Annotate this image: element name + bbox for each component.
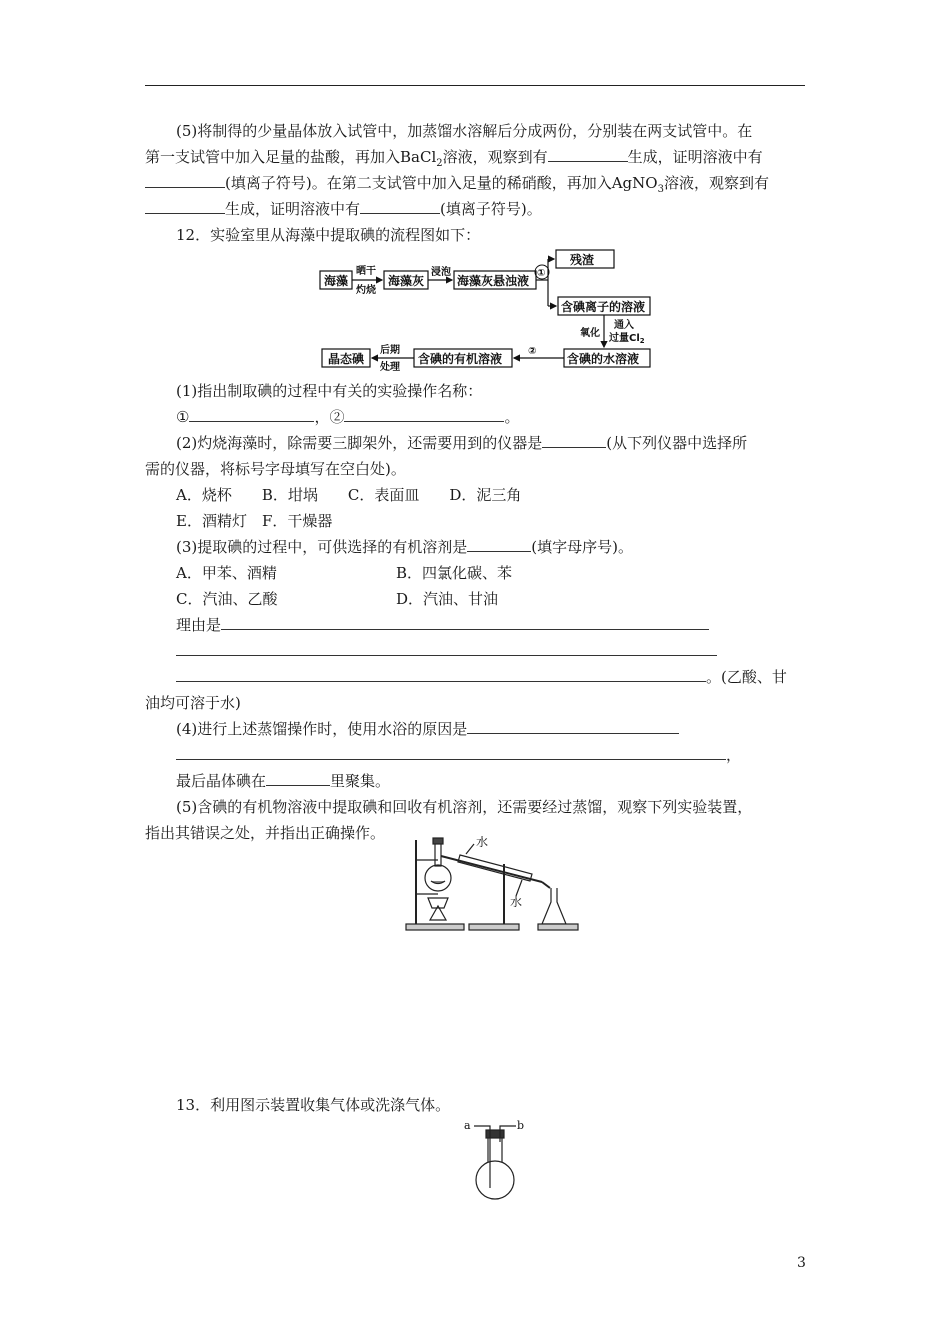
q13-title: 13．利用图示装置收集气体或洗涤气体。: [176, 1096, 451, 1114]
answer-blank[interactable]: [266, 770, 330, 786]
svg-text:含碘离子的溶液: 含碘离子的溶液: [561, 300, 646, 314]
distillation-apparatus: [404, 836, 584, 932]
q5-line4: 生成，证明溶液中有 (填离子符号)。: [145, 198, 542, 220]
answer-blank[interactable]: [189, 406, 314, 422]
svg-text:含碘的水溶液: 含碘的水溶液: [567, 352, 640, 366]
answer-blank[interactable]: [542, 432, 606, 448]
svg-text:含碘的有机溶液: 含碘的有机溶液: [418, 352, 503, 366]
flask-neck: [435, 842, 441, 866]
answer-blank[interactable]: [176, 640, 717, 656]
q12-s5-line2: 指出其错误之处，并指出正确操作。: [145, 824, 386, 842]
svg-text:水: 水: [476, 836, 489, 849]
stand-base: [406, 924, 464, 930]
round-flask: [425, 865, 451, 891]
q12-s5-line1: (5)含碘的有机物溶液中提取碘和回收有机溶剂，还需要经过蒸馏，观察下列实验装置，: [176, 798, 753, 816]
answer-blank[interactable]: [548, 146, 628, 162]
header-rule: [145, 85, 805, 86]
svg-text:过量Cl2: 过量$Cl_2$: [609, 333, 645, 345]
page-number: 3: [797, 1255, 806, 1271]
q5-line2: 第一支试管中加入足量的盐酸，再加入BaCl$_2$溶液，观察到有 生成，证明溶液中有: [145, 148, 763, 169]
svg-text:残渣: 残渣: [570, 253, 595, 267]
svg-text:后期: 后期: [380, 345, 400, 356]
answer-blank[interactable]: [360, 198, 440, 214]
answer-blank[interactable]: [344, 406, 504, 422]
q12-s2-line1: (2)灼烧海藻时，除需要三脚架外，还需要用到的仪器是 (从下列仪器中选择所: [176, 434, 748, 452]
q5-line3: (填离子符号)。在第二支试管中加入足量的稀硝酸，再加入AgNO$_3$溶液，观察到有: [145, 172, 769, 194]
q12-s4-line2: ，: [176, 744, 741, 766]
q12-s3-reason: 理由是: [176, 614, 709, 636]
svg-text:处理: 处理: [380, 362, 400, 373]
condenser-tube: [441, 856, 542, 882]
svg-text:水: 水: [510, 895, 523, 909]
q12-s3-tail: 油均可溶于水): [145, 694, 241, 712]
svg-text:②: ②: [528, 346, 537, 357]
svg-text:海藻: 海藻: [324, 274, 349, 288]
q12-s3-option-d: D．汽油、甘油: [396, 590, 499, 608]
water-outlet: [516, 880, 522, 896]
answer-blank[interactable]: [467, 718, 679, 734]
svg-text:灼烧: 灼烧: [356, 285, 376, 296]
svg-text:海藻灰悬浊液: 海藻灰悬浊液: [457, 274, 530, 288]
bottle-stopper: [486, 1130, 504, 1138]
flask-body: [476, 1161, 514, 1199]
q12-s3-option-b: B．四氯化碳、苯: [396, 564, 513, 582]
water-inlet: [466, 844, 474, 854]
q12-s3-reason-line2: [176, 640, 717, 662]
gas-collection-bottle: [460, 1118, 528, 1202]
q12-s3-reason-line3: 。(乙酸、甘: [176, 666, 787, 688]
svg-text:a: a: [464, 1119, 471, 1132]
svg-text:通入: 通入: [614, 320, 634, 331]
q12-s3-option-c: C．汽油、乙酸: [176, 590, 278, 608]
conical-flask: [542, 888, 566, 924]
q12-s1: (1)指出制取碘的过程中有关的实验操作名称：: [176, 382, 483, 400]
svg-text:晒干: 晒干: [356, 266, 376, 277]
q12-s3: (3)提取碘的过程中，可供选择的有机溶剂是 (填字母序号)。: [176, 538, 633, 556]
answer-blank[interactable]: [145, 198, 225, 214]
svg-text:b: b: [517, 1119, 525, 1132]
answer-blank[interactable]: [467, 536, 531, 552]
q12-s2-options1: A．烧杯 B．坩埚 C．表面皿 D．泥三角: [176, 486, 522, 504]
q12-s1-answers: ① ，② 。: [176, 408, 520, 426]
q12-s4-line3: 最后晶体碘在 里聚集。: [176, 772, 391, 790]
q5-line1: (5)将制得的少量晶体放入试管中，加蒸馏水溶解后分成两份，分别装在两支试管中。在: [176, 122, 753, 140]
svg-text:①: ①: [537, 268, 546, 279]
q12-s3-option-a: A．甲苯、酒精: [176, 564, 277, 582]
q12-title: 12．实验室里从海藻中提取碘的流程图如下：: [176, 226, 481, 244]
q12-s2-options2: E．酒精灯 F．干燥器: [176, 512, 333, 530]
answer-blank[interactable]: [221, 614, 709, 630]
svg-text:晶态碘: 晶态碘: [328, 352, 365, 366]
svg-text:浸泡: 浸泡: [431, 267, 451, 278]
answer-blank[interactable]: [176, 744, 726, 760]
q12-s4: (4)进行上述蒸馏操作时，使用水浴的原因是: [176, 718, 679, 740]
iodine-flowchart: [318, 246, 668, 374]
answer-blank[interactable]: [145, 172, 225, 188]
svg-text:氧化: 氧化: [580, 328, 600, 339]
svg-text:海藻灰: 海藻灰: [388, 274, 425, 288]
answer-blank[interactable]: [176, 666, 706, 682]
q12-s2-line2: 需的仪器，将标号字母填写在空白处)。: [145, 460, 406, 478]
